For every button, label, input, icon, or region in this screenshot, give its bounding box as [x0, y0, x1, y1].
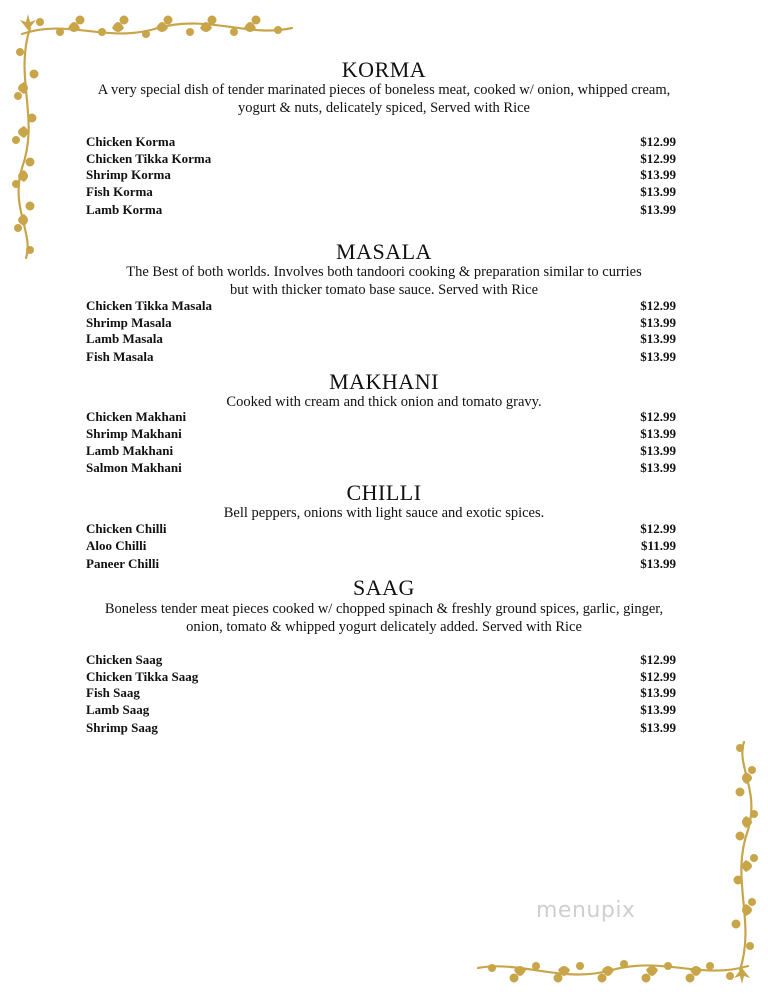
section-description-masala — [60, 263, 708, 299]
item-price: $12.99 — [640, 652, 676, 667]
item-name: Chicken Makhani — [86, 409, 187, 424]
item-name: Fish Korma — [86, 184, 153, 199]
item-price: $12.99 — [640, 409, 676, 424]
menu-item — [86, 298, 676, 315]
item-price: $13.99 — [640, 331, 676, 346]
item-price: $12.99 — [640, 298, 676, 313]
description-line: Cooked with cream and thick onion and tomato gravy. — [226, 394, 542, 410]
description-line: onion, tomato & whipped yogurt delicately added. Served with Rice — [186, 619, 582, 635]
menu-item — [86, 720, 676, 737]
item-name: Lamb Makhani — [86, 443, 174, 458]
menu-item — [86, 167, 676, 184]
item-price: $13.99 — [640, 720, 676, 735]
item-price: $12.99 — [640, 521, 676, 536]
description-line: Boneless tender meat pieces cooked w/ chopped spinach & freshly ground spices, garlic, ginger, — [104, 601, 664, 617]
description-line: Bell peppers, onions with light sauce and exotic spices. — [223, 505, 545, 521]
item-name: Chicken Tikka Korma — [86, 151, 212, 166]
menu-item — [86, 134, 676, 151]
item-name: Fish Masala — [86, 349, 154, 364]
section-title-masala: MASALA — [336, 239, 432, 264]
item-price: $12.99 — [640, 669, 676, 684]
item-name: Chicken Tikka Masala — [86, 298, 212, 313]
item-name: Shrimp Makhani — [86, 426, 182, 441]
section-description-saag — [60, 600, 708, 636]
item-price: $13.99 — [640, 349, 676, 364]
item-price: $13.99 — [640, 685, 676, 700]
item-price: $13.99 — [640, 702, 676, 717]
menu-item — [86, 685, 676, 702]
menupix-watermark: menupix — [536, 898, 636, 923]
item-name: Chicken Chilli — [86, 521, 167, 536]
item-price: $11.99 — [640, 538, 676, 553]
item-price: $13.99 — [640, 460, 676, 475]
menu-item — [86, 669, 676, 686]
menu-item — [86, 151, 676, 168]
description-line: but with thicker tomato base sauce. Served with Rice — [229, 282, 539, 298]
item-price: $13.99 — [640, 167, 676, 182]
description-line: A very special dish of tender marinated pieces of boneless meat, cooked w/ onion, whipped cream, — [97, 82, 671, 98]
item-name: Chicken Saag — [86, 652, 163, 667]
menu-item — [86, 556, 676, 573]
item-name: Shrimp Saag — [86, 720, 158, 735]
description-line: yogurt & nuts, delicately spiced, Served with Rice — [238, 100, 530, 116]
item-price: $13.99 — [640, 426, 676, 441]
menu-item — [86, 349, 676, 366]
menu-item — [86, 521, 676, 538]
item-name: Salmon Makhani — [86, 460, 182, 475]
menu-item — [86, 443, 676, 460]
menu-item — [86, 702, 676, 719]
menu-item — [86, 652, 676, 669]
section-title-makhani: MAKHANI — [329, 369, 439, 394]
section-description-chilli — [60, 504, 708, 522]
menu-item — [86, 538, 676, 555]
item-name: Paneer Chilli — [86, 556, 160, 571]
item-price: $13.99 — [640, 184, 676, 199]
item-price: $12.99 — [640, 134, 676, 149]
section-title-korma: KORMA — [341, 57, 427, 82]
item-price: $13.99 — [640, 315, 676, 330]
menu-item — [86, 460, 676, 477]
menu-item — [86, 409, 676, 426]
item-price: $12.99 — [640, 151, 676, 166]
item-price: $13.99 — [640, 443, 676, 458]
item-price: $13.99 — [640, 556, 676, 571]
item-name: Fish Saag — [86, 685, 140, 700]
description-line: The Best of both worlds. Involves both tandoori cooking & preparation similar to curries — [126, 264, 642, 280]
menu-item — [86, 426, 676, 443]
item-name: Chicken Tikka Saag — [86, 669, 199, 684]
item-name: Aloo Chilli — [86, 538, 147, 553]
menu-item — [86, 184, 676, 201]
menu-item — [86, 331, 676, 348]
floral-corner-bottom-right-icon — [472, 736, 762, 986]
item-name: Chicken Korma — [86, 134, 176, 149]
item-name: Shrimp Korma — [86, 167, 171, 182]
menu-item — [86, 315, 676, 332]
item-name: Shrimp Masala — [86, 315, 172, 330]
item-name: Lamb Korma — [86, 202, 163, 217]
item-name: Lamb Saag — [86, 702, 150, 717]
item-name: Lamb Masala — [86, 331, 163, 346]
section-title-saag: SAAG — [353, 575, 415, 600]
menu-item — [86, 202, 676, 219]
item-price: $13.99 — [640, 202, 676, 217]
section-description-korma — [60, 81, 708, 117]
section-title-chilli: CHILLI — [346, 480, 422, 505]
